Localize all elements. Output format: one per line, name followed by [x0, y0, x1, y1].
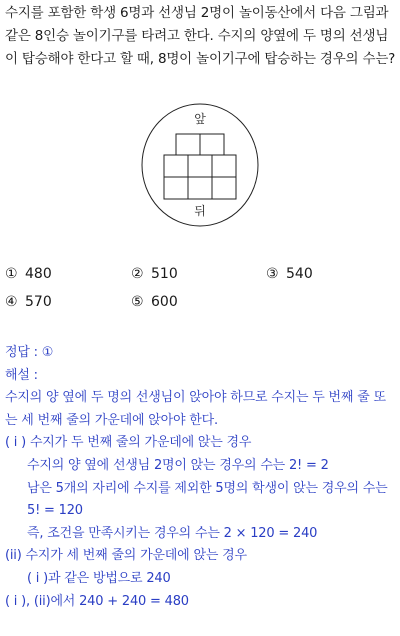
choice-value: 510	[151, 266, 178, 282]
choice-number: ⑤	[131, 294, 144, 310]
explanation-label: 해설 :	[5, 367, 38, 383]
choice-value: 570	[25, 294, 52, 310]
solution	[5, 342, 397, 613]
answer-choices	[5, 266, 400, 322]
choice-value: 540	[286, 266, 313, 282]
choice-2[interactable]	[131, 266, 178, 282]
choice-number: ①	[5, 266, 18, 282]
case-2-line-1: ( i )과 같은 방법으로 240	[27, 570, 171, 586]
case-1-line-1: 수지의 양 옆에 선생님 2명이 앉는 경우의 수는 2! = 2	[27, 457, 329, 473]
seat	[212, 177, 236, 199]
choice-value: 480	[25, 266, 52, 282]
seat	[164, 177, 188, 199]
choice-number: ③	[266, 266, 279, 282]
choice-value: 600	[151, 294, 178, 310]
case-1-line-2: 남은 5개의 자리에 수지를 제외한 5명의 학생이 앉는 경우의 수는	[27, 480, 388, 496]
case-1-line-3: 5! = 120	[27, 503, 83, 519]
choice-number: ④	[5, 294, 18, 310]
case-1-line-4: 즉, 조건을 만족시키는 경우의 수는 2 × 120 = 240	[27, 525, 318, 541]
case-2-title: (ii) 수지가 세 번째 줄의 가운데에 앉는 경우	[5, 548, 247, 564]
seat	[188, 177, 212, 199]
seat	[200, 134, 224, 155]
choice-5[interactable]	[131, 294, 178, 310]
problem-text: 수지를 포함한 학생 6명과 선생님 2명이 놀이동산에서 다음 그림과 같은 8인승 놀이기구를 타려고 한다. 수지의 양옆에 두 명의 선생님이 탑승해야 한다고 할 때, 8명이 놀이기구에 탑승하는 경우의 수는?	[5, 5, 396, 67]
explanation-intro: 수지의 양 옆에 두 명의 선생님이 앉아야 하므로 수지는 두 번째 줄 또는 세 번째 줄의 가운데에 앉아야 한다.	[5, 390, 386, 428]
conclusion: ( i ), (ii)에서 240 + 240 = 480	[5, 593, 189, 609]
front-label: 앞	[194, 112, 206, 126]
seat-grid	[164, 134, 236, 199]
choice-number: ②	[131, 266, 144, 282]
seat	[188, 155, 212, 177]
case-1-title: ( i ) 수지가 두 번째 줄의 가운데에 앉는 경우	[5, 435, 252, 451]
choice-4[interactable]	[5, 294, 52, 310]
ride-seat-diagram	[140, 103, 260, 228]
seat	[164, 155, 188, 177]
choice-3[interactable]	[266, 266, 313, 282]
seat	[176, 134, 200, 155]
seat	[212, 155, 236, 177]
answer-line: 정답 : ①	[5, 345, 54, 360]
choice-1[interactable]	[5, 266, 52, 282]
back-label: 뒤	[194, 204, 206, 218]
